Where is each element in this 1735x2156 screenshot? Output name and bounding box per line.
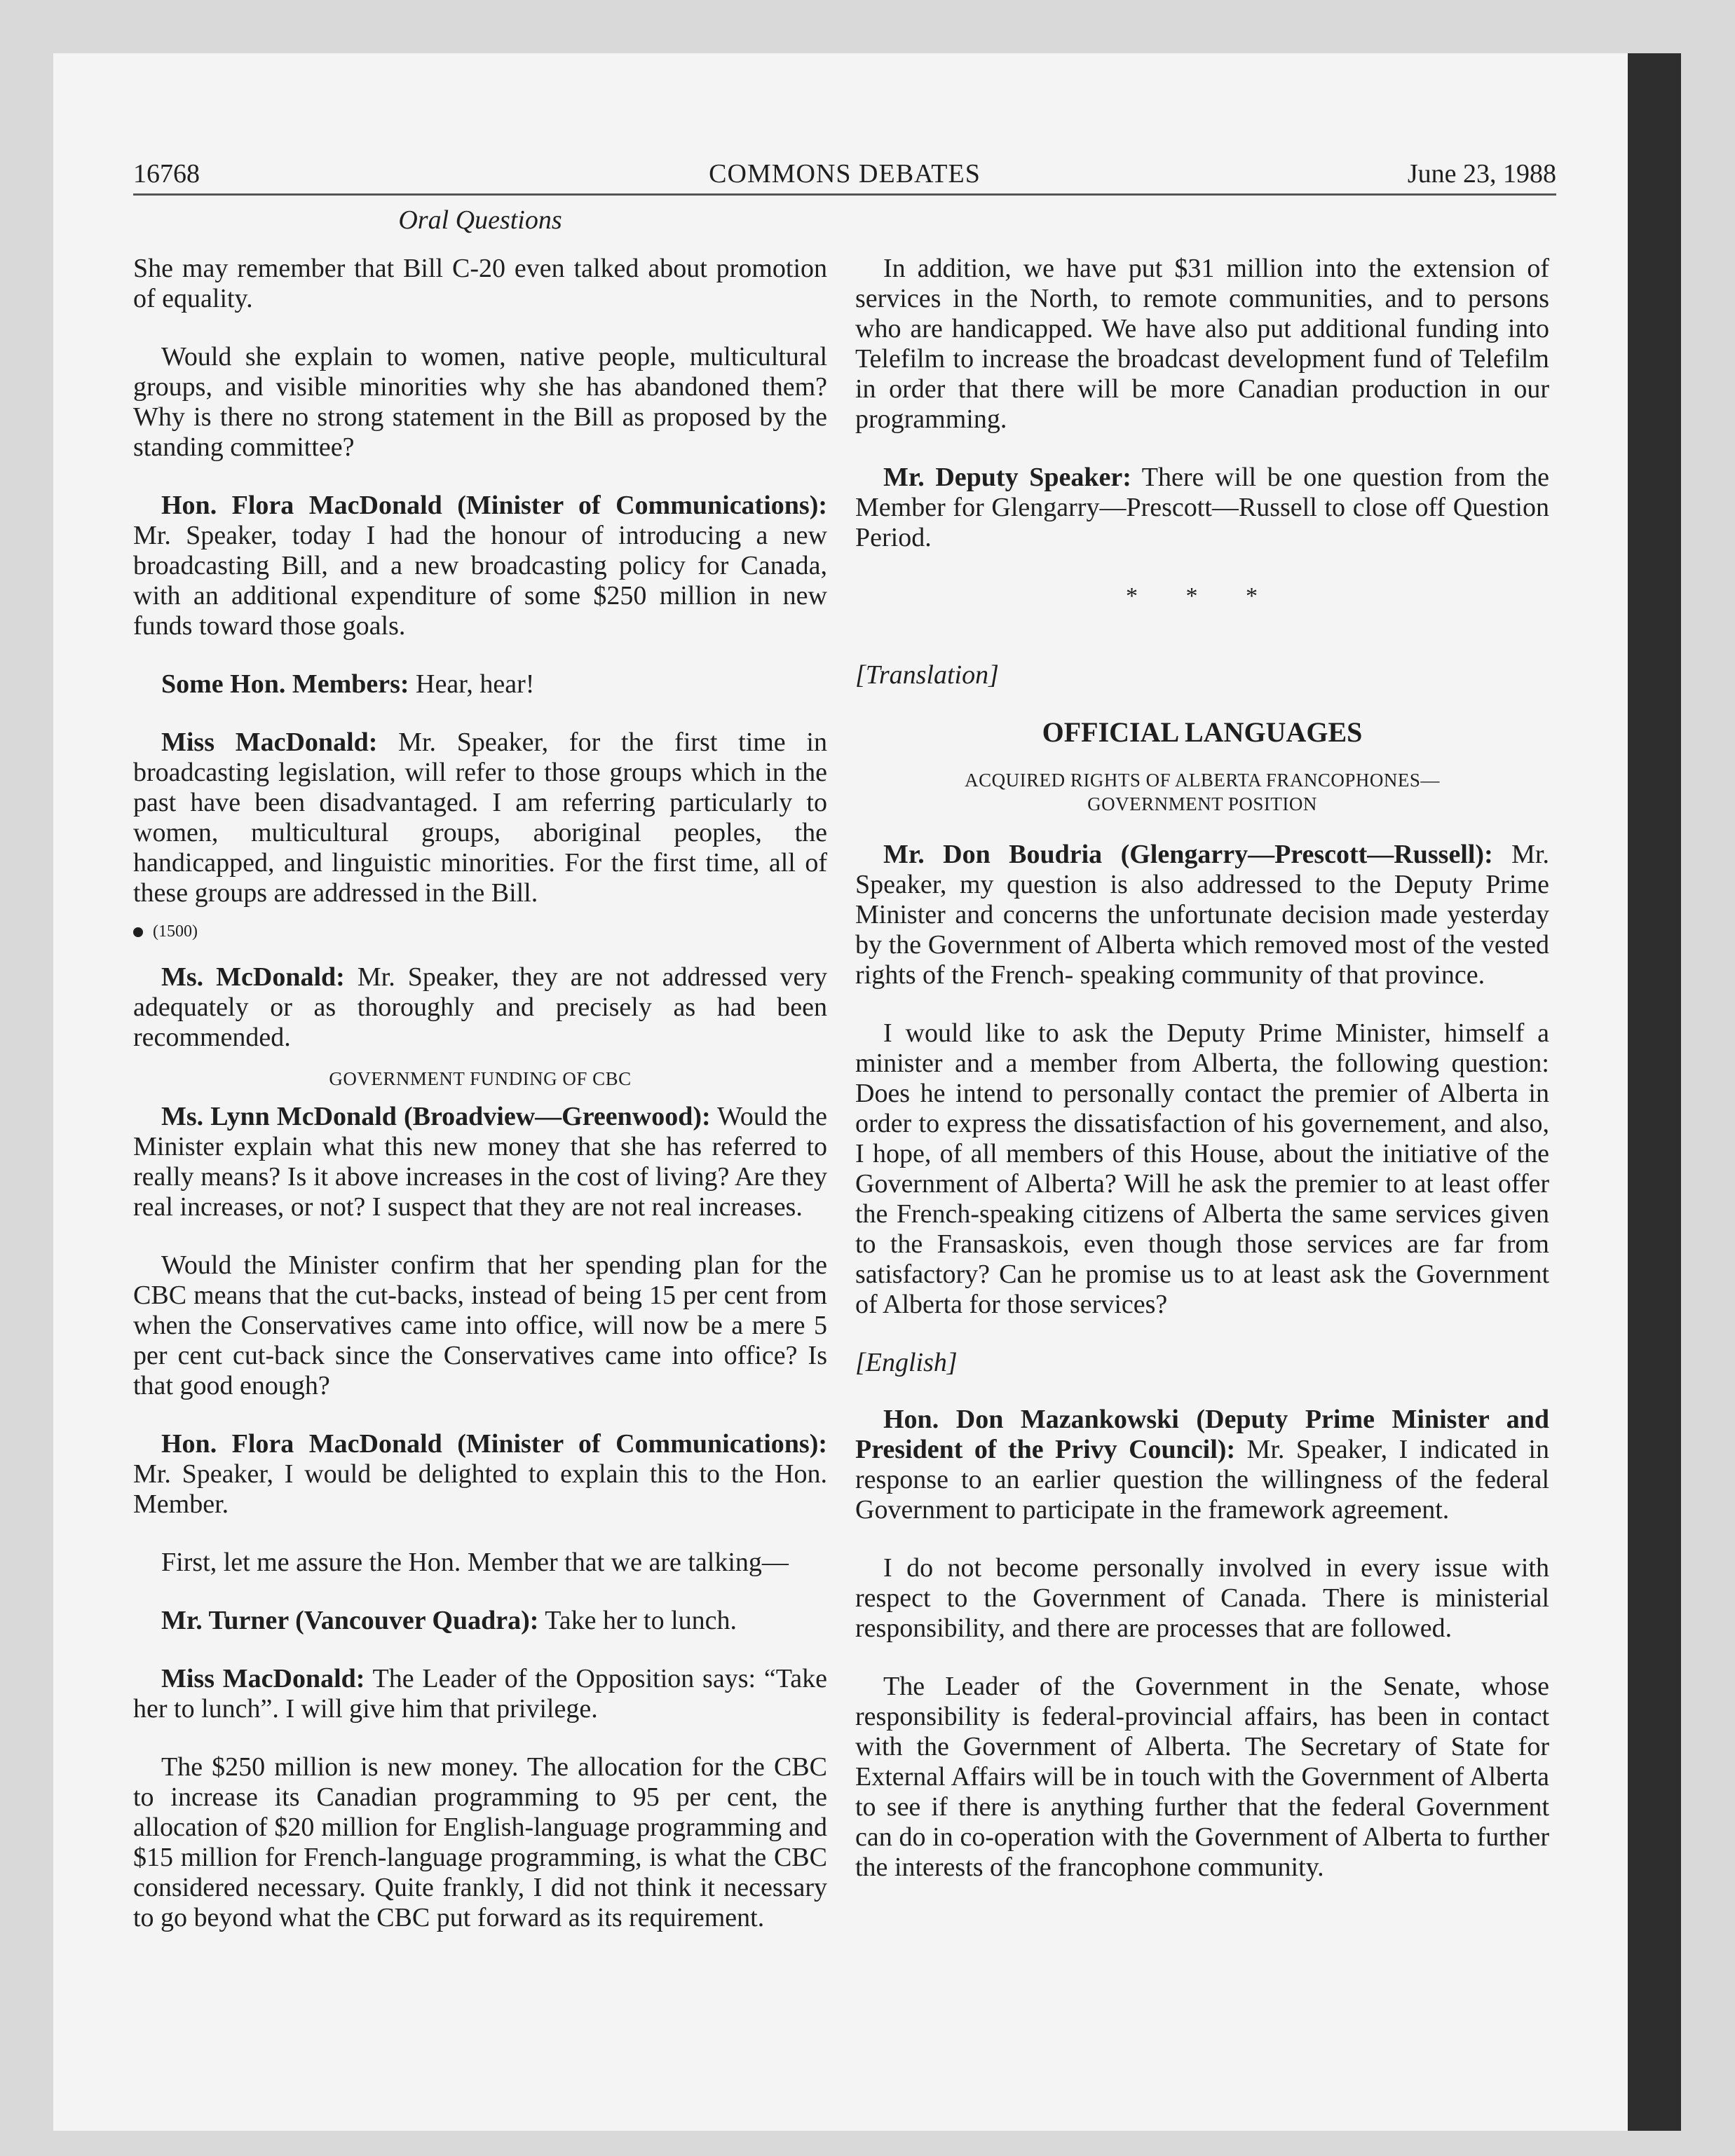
section-separator: * * * <box>1126 583 1279 609</box>
page-binding-edge <box>1628 53 1681 2131</box>
paragraph <box>855 1405 1549 1525</box>
page-header <box>133 158 1556 196</box>
speech-text: There will be one question from the Member for Glengarry—Prescott—Russell to close off Question Period. <box>855 463 1549 552</box>
subheading-line: ACQUIRED RIGHTS OF ALBERTA FRANCOPHONES— <box>965 770 1440 791</box>
paragraph: Would she explain to women, native people, multicultural groups, and visible minorities why she has abandoned them? Why is there no strong statement in the Bill as proposed by the standing committee? <box>133 342 827 462</box>
paragraph <box>133 1664 827 1724</box>
paragraph <box>133 728 827 908</box>
paragraph <box>133 1102 827 1222</box>
left-column <box>133 254 827 1961</box>
subheading-line: GOVERNMENT POSITION <box>1087 793 1317 814</box>
publication-title: COMMONS DEBATES <box>709 159 981 189</box>
speaker-name: Hon. Flora MacDonald (Minister of Communications): <box>161 1429 827 1459</box>
speaker-name: Ms. Lynn McDonald (Broadview—Greenwood): <box>161 1102 711 1131</box>
paragraph <box>133 1429 827 1520</box>
subheading: GOVERNMENT FUNDING OF CBC <box>329 1068 632 1089</box>
paragraph: I would like to ask the Deputy Prime Minister, himself a minister and a member from Alberta, the following question: Does he intend to personally contact the premier of Alberta in order to express the dissatisfaction of his governement, and also, I hope, of all members of this House, about the initiative of the Government of Alberta? Will he ask the premier to at least offer the French-speaking citizens of Alberta the same services given to the Fransaskois, even though those services are far from satisfactory? Can he promise us to at least ask the Government of Alberta for those services? <box>855 1018 1549 1319</box>
speech-text: Mr. Speaker, today I had the honour of introducing a new broadcasting Bill, and a new broadcasting policy for Canada, with an additional expenditure of some $250 million in new funds toward those goals. <box>133 521 827 641</box>
paragraph: First, let me assure the Hon. Member that we are talking— <box>161 1548 789 1577</box>
speech-text: Take her to lunch. <box>538 1606 737 1635</box>
paragraph: I do not become personally involved in every issue with respect to the Government of Canada. There is ministerial responsibility, and there are processes that are followed. <box>855 1553 1549 1643</box>
paragraph <box>133 1606 827 1636</box>
speaker-name: Mr. Don Boudria (Glengarry—Prescott—Russell): <box>883 840 1493 869</box>
paragraph: In addition, we have put $31 million into the extension of services in the North, to remote communities, and to persons who are handicapped. We have also put additional funding into Telefilm to increase the broadcast development fund of Telefilm in order that there will be more Canadian production in our programming. <box>855 254 1549 434</box>
paragraph: Would the Minister confirm that her spending plan for the CBC means that the cut-backs, instead of being 15 per cent from when the Conservatives came into office, will now be a mere 5 per cent cut-back since the Conservatives came into office? Is that good enough? <box>133 1250 827 1400</box>
paragraph: The Leader of the Government in the Senate, whose responsibility is federal-provincial affairs, has been in contact with the Government of Alberta. The Secretary of State for External Affairs will be in touch with the Government of Alberta to see if there is anything further that the federal Government can do in co-operation with the Government of Alberta to further the interests of the francophone community. <box>855 1672 1549 1882</box>
speech-text: Would the Minister explain what this new money that she has referred to really means? Is it above increases in the cost of living? Are they real increases, or not? I suspect that they are not real increases. <box>133 1102 828 1222</box>
speech-text: The Leader of the Opposition says: “Take her to lunch”. I will give him that privilege. <box>133 1664 827 1724</box>
time-marker <box>133 917 827 947</box>
translation-tag: [Translation] <box>855 660 999 690</box>
debate-title: OFFICIAL LANGUAGES <box>1042 716 1363 748</box>
speaker-name: Miss MacDonald: <box>161 728 378 757</box>
publication-date: June 23, 1988 <box>1407 159 1556 189</box>
section-heading: Oral Questions <box>398 205 562 235</box>
right-column <box>855 254 1549 1911</box>
speaker-name: Miss MacDonald: <box>161 1664 365 1693</box>
speech-text: Mr. Speaker, I indicated in response to an earlier question the willingness of the federal Government to participate in the framework agreement. <box>855 1435 1549 1524</box>
time-marker-text: (1500) <box>153 922 198 941</box>
subheading <box>855 768 1549 816</box>
speaker-name: Some Hon. Members: <box>161 669 409 699</box>
speaker-name: Hon. Don Mazankowski (Deputy Prime Minister and President of the Privy Council): <box>855 1405 1549 1464</box>
speech-text: Hear, hear! <box>409 669 535 699</box>
speaker-name: Mr. Deputy Speaker: <box>883 463 1131 492</box>
speech-text: Mr. Speaker, for the first time in broadcasting legislation, will refer to those groups which in the past have been disadvantaged. I am referring particularly to women, multicultural groups, aboriginal peoples, the handicapped, and linguistic minorities. For the first time, all of these groups are addressed in the Bill. <box>133 728 827 908</box>
paragraph: The $250 million is new money. The allocation for the CBC to increase its Canadian programming to 95 per cent, the allocation of $20 million for English-language programming and $15 million for French-language programming, is what the CBC considered necessary. Quite frankly, I did not think it necessary to go beyond what the CBC put forward as its requirement. <box>133 1752 827 1932</box>
english-tag: [English] <box>855 1348 958 1377</box>
speaker-name: Ms. McDonald: <box>161 962 345 992</box>
paragraph <box>133 962 827 1053</box>
speech-text: Mr. Speaker, they are not addressed very adequately or as thoroughly and precisely as had been recommended. <box>133 962 827 1052</box>
bullet-icon <box>133 927 143 937</box>
speech-text: Mr. Speaker, my question is also addressed to the Deputy Prime Minister and concerns the unfortunate decision made yesterday by the Government of Alberta which removed most of the vested rights of the French- speaking community of that province. <box>855 840 1549 990</box>
paragraph <box>133 669 827 700</box>
speech-text: Mr. Speaker, I would be delighted to explain this to the Hon. Member. <box>133 1459 827 1519</box>
paragraph: She may remember that Bill C-20 even talked about promotion of equality. <box>133 254 827 313</box>
speaker-name: Mr. Turner (Vancouver Quadra): <box>161 1606 539 1635</box>
page-number: 16768 <box>133 159 200 189</box>
speaker-name: Hon. Flora MacDonald (Minister of Communications): <box>161 491 827 520</box>
paragraph <box>133 491 827 641</box>
paragraph <box>855 463 1549 553</box>
paragraph <box>855 840 1549 990</box>
